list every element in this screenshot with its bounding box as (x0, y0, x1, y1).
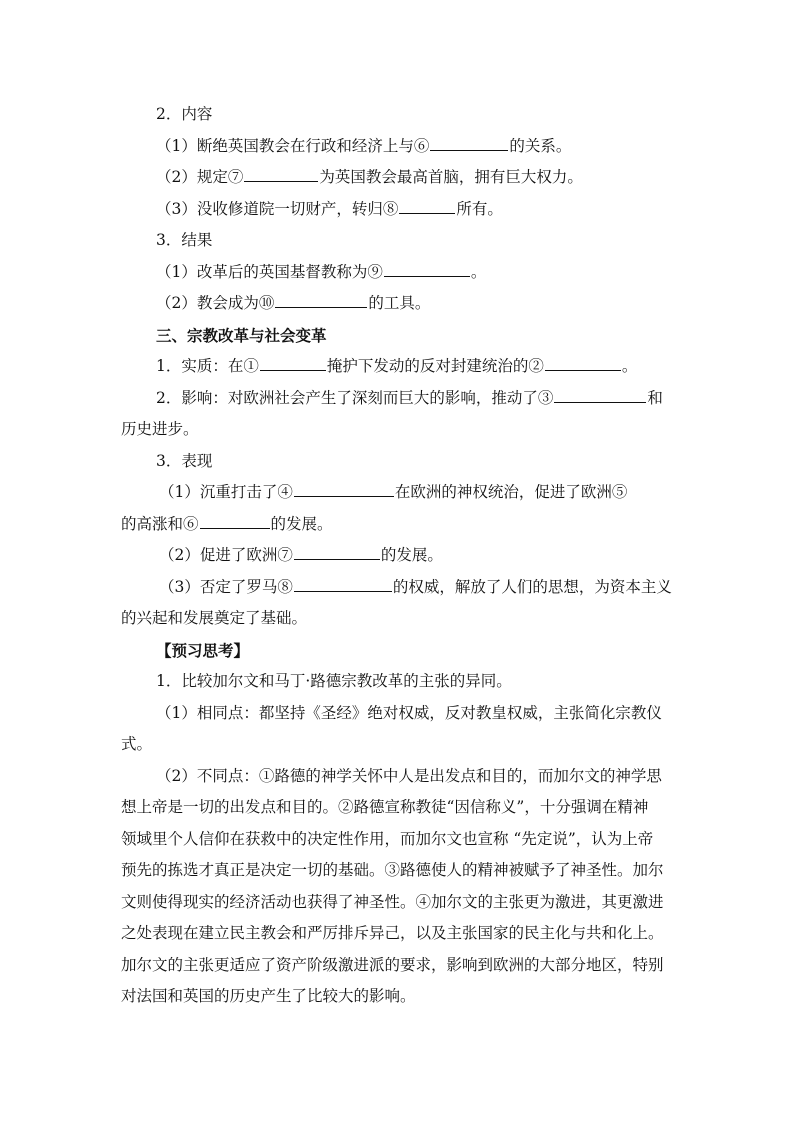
answer-2-line-8 (121, 981, 677, 1013)
impact-line-2 (121, 414, 677, 446)
performance-3-text-a: （3）否定了罗马⑧ (159, 577, 293, 596)
preview-title-text: 【预习思考】 (156, 640, 250, 660)
preview-title (121, 635, 677, 667)
answer-2-line-1 (121, 761, 677, 793)
content-item-2-text-a: （2）规定⑦ (156, 168, 244, 186)
blank-7[interactable] (244, 164, 318, 182)
result-item-1-text-b: 。 (470, 262, 487, 281)
essence-line (121, 351, 677, 383)
heading-result-text: 3．结果 (156, 231, 213, 249)
impact-text-c: 历史进步。 (121, 420, 199, 438)
content-item-1-text-a: （1）断绝英国教会在行政和经济上与⑥ (156, 136, 430, 155)
answer-2-line-8-text: 对法国和英国的历史产生了比较大的影响。 (121, 987, 416, 1005)
answer-2-line-7-text: 加尔文的主张更适应了资产阶级激进派的要求，影响到欧洲的大部分地区，特别 (121, 955, 664, 974)
content-item-1 (121, 131, 677, 163)
blank-8b[interactable] (294, 574, 392, 592)
heading-content (121, 99, 677, 131)
performance-2-text-a: （2）促进了欧洲⑦ (159, 546, 293, 564)
performance-3-text-b: 的权威，解放了人们的思想，为资本主义 (392, 577, 672, 596)
blank-9[interactable] (384, 259, 470, 277)
performance-1-text-b: 在欧洲的神权统治，促进了欧洲⑤ (394, 483, 628, 501)
impact-text-b: 和 (647, 388, 663, 407)
content-item-2 (121, 162, 677, 194)
answer-2-line-6 (121, 918, 677, 950)
performance-1-line-1 (121, 477, 677, 509)
essence-text-a: 1．实质：在① (156, 357, 259, 375)
performance-1-text-d: 的发展。 (270, 514, 333, 533)
answer-2-line-4 (121, 855, 677, 887)
essence-text-b: 掩护下发动的反对封建统治的② (326, 357, 544, 375)
content-item-3 (121, 194, 677, 226)
blank-3[interactable] (554, 385, 646, 403)
answer-2-line-2-text: 想上帝是一切的出发点和目的。②路德宣称教徒“因信称义”，十分强调在精神 (121, 798, 649, 816)
result-item-1-text-a: （1）改革后的英国基督教称为⑨ (156, 262, 383, 281)
section-3-title-text: 三、宗教改革与社会变革 (156, 325, 327, 345)
performance-1-text-c: 的高涨和⑥ (121, 514, 199, 533)
answer-1-line-1 (121, 698, 677, 730)
result-item-2-text-a: （2）教会成为⑩ (156, 294, 275, 312)
preview-question-1-text: 1．比较加尔文和马丁·路德宗教改革的主张的异同。 (156, 672, 512, 690)
answer-2-line-4-text: 预先的拣选才真正是决定一切的基础。③路德使人的精神被赋予了神圣性。加尔 (121, 861, 664, 879)
answer-2-line-5 (121, 887, 677, 919)
result-item-2-text-b: 的工具。 (368, 294, 431, 312)
blank-6[interactable] (430, 133, 508, 151)
heading-content-text: 2．内容 (156, 105, 213, 123)
performance-3-line-1 (121, 572, 677, 604)
performance-2-text-b: 的发展。 (380, 546, 443, 564)
answer-2-line-3-text: 领域里个人信仰在获救中的决定性作用，而加尔文也宣称 “先定说”，认为上帝 (121, 829, 654, 848)
impact-line-1 (121, 383, 677, 415)
section-3-title (121, 320, 677, 352)
impact-text-a: 2．影响：对欧洲社会产生了深刻而巨大的影响，推动了③ (156, 388, 554, 407)
result-item-2 (121, 288, 677, 320)
content-item-3-text-b: 所有。 (456, 199, 503, 218)
answer-2-line-7 (121, 950, 677, 982)
answer-1-line-2 (121, 729, 677, 761)
answer-2-line-2 (121, 792, 677, 824)
document-page (121, 99, 677, 1013)
result-item-1 (121, 257, 677, 289)
heading-performance-text: 3．表现 (156, 451, 213, 470)
answer-2-line-1-text: （2）不同点：①路德的神学关怀中人是出发点和目的，而加尔文的神学思 (156, 766, 662, 785)
performance-2 (121, 540, 677, 572)
answer-1-line-2-text: 式。 (121, 735, 153, 753)
heading-performance (121, 446, 677, 478)
content-item-1-text-b: 的关系。 (509, 136, 572, 155)
blank-4[interactable] (294, 479, 394, 497)
performance-1-line-2 (121, 509, 677, 541)
content-item-3-text-a: （3）没收修道院一切财产，转归⑧ (156, 199, 399, 218)
blank-2[interactable] (545, 353, 621, 371)
blank-1[interactable] (260, 353, 326, 371)
blank-8[interactable] (399, 196, 455, 214)
preview-question-1 (121, 666, 677, 698)
performance-3-line-2 (121, 603, 677, 635)
answer-2-line-3 (121, 824, 677, 856)
essence-text-c: 。 (621, 357, 638, 375)
heading-result (121, 225, 677, 257)
blank-7b[interactable] (294, 542, 380, 560)
answer-2-line-5-text: 文则使得现实的经济活动也获得了神圣性。④加尔文的主张更为激进，其更激进 (121, 892, 664, 911)
answer-2-line-6-text: 之处表现在建立民主教会和严厉排斥异己，以及主张国家的民主化与共和化上。 (121, 924, 664, 942)
content-item-2-text-b: 为英国教会最高首脑，拥有巨大权力。 (319, 168, 583, 186)
blank-6b[interactable] (200, 511, 270, 529)
blank-10[interactable] (275, 290, 367, 308)
performance-3-text-c: 的兴起和发展奠定了基础。 (121, 609, 308, 627)
performance-1-text-a: （1）沉重打击了④ (159, 483, 293, 501)
answer-1-line-1-text: （1）相同点：都坚持《圣经》绝对权威，反对教皇权威，主张简化宗教仪 (156, 703, 662, 722)
